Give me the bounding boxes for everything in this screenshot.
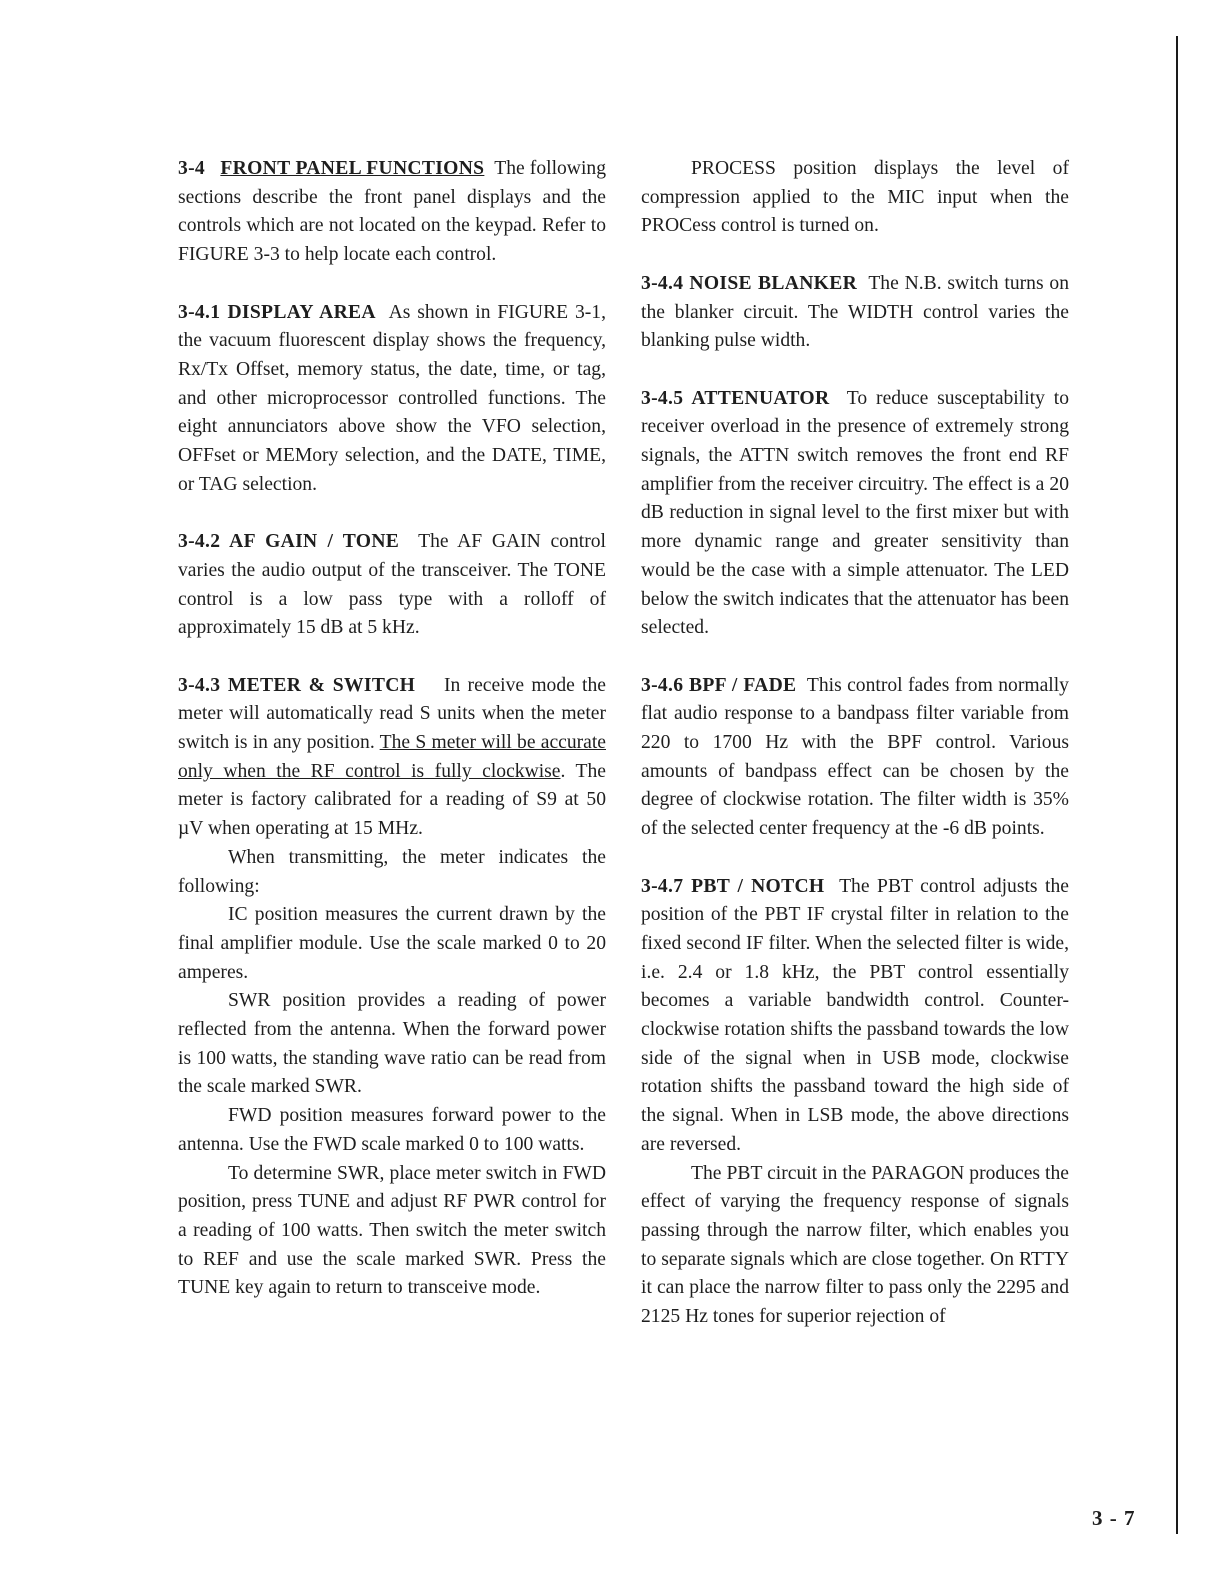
- section-body: The N.B. switch turns on the blanker circuit. The WIDTH control varies the blanking pulse width.: [641, 272, 1069, 352]
- paragraph: FWD position measures forward power to the antenna. Use the FWD scale marked 0 to 100 watts.: [178, 1105, 606, 1155]
- paragraph: The PBT circuit in the PARAGON produces the effect of varying the frequency response of signals passing through the narrow filter, which enables you to separate signals which are close together. On RTTY it can place the narrow filter to pass only the 2295 and 2125 Hz tones for superior rejection of: [641, 1162, 1069, 1328]
- section-3-4-6: [641, 672, 1069, 844]
- right-column: [641, 155, 1069, 1332]
- section-heading: 3-4.6 BPF / FADE: [641, 674, 797, 696]
- paragraph: PROCESS position displays the level of compression applied to the MIC input when the PROCess control is turned on.: [641, 158, 1069, 237]
- section-heading: 3-4.1 DISPLAY AREA: [178, 301, 376, 323]
- section-number: 3-4: [178, 158, 206, 179]
- section-body: The AF GAIN control varies the audio output of the transceiver. The TONE control is a low pass type with a rolloff of approximately 15 dB at 5 kHz.: [178, 531, 606, 639]
- section-title: FRONT PANEL FUNCTIONS: [220, 158, 485, 179]
- section-body: The following sections describe the front panel displays and the controls which are not located on the keypad. Refer to FIGURE 3-3 to help locate each control.: [178, 158, 606, 266]
- section-heading: 3-4.4 NOISE BLANKER: [641, 272, 858, 294]
- section-body: As shown in FIGURE 3-1, the vacuum fluorescent display shows the frequency, Rx/Tx Offset, memory status, the date, time, or tag, and other microprocessor controlled functions. The eight annunciators above show the VFO selection, OFFset or MEMory selection, and the DATE, TIME, or TAG selection.: [178, 301, 607, 495]
- section-body: The PBT control adjusts the position of the PBT IF crystal filter in relation to the fixed second IF filter. When the selected filter is wide, i.e. 2.4 or 1.8 kHz, the PBT control essentially becomes a variable bandwidth control. Counter-clockwise rotation shifts the passband towards the low side of the signal when in USB mode, clockwise rotation shifts the passband toward the high side of the signal. When in LSB mode, the above directions are reversed.: [641, 875, 1069, 1155]
- section-3-4-1: [178, 299, 606, 500]
- section-3-4-2: [178, 528, 606, 643]
- section-heading: 3-4.3 METER & SWITCH: [178, 674, 416, 696]
- section-body-cont: . The meter is factory calibrated for a reading of S9 at 50 µV when operating at 15 MHz.: [178, 760, 607, 840]
- section-3-4: [178, 155, 606, 270]
- paragraph: When transmitting, the meter indicates the following:: [178, 846, 606, 897]
- page-number: 3 - 7: [1092, 1506, 1136, 1530]
- section-body: This control fades from normally flat audio response to a bandpass filter variable from 220 to 1700 Hz with the BPF control. Various amounts of bandpass effect can be chosen by the degree of clockwise rotation. The filter width is 35% of the selected center frequency at the -6 dB points.: [641, 674, 1069, 840]
- left-column: [178, 155, 606, 1303]
- margin-rule: [1176, 36, 1178, 1534]
- paragraph: IC position measures the current drawn by the final amplifier module. Use the scale marked 0 to 20 amperes.: [178, 904, 606, 983]
- paragraph: SWR position provides a reading of power reflected from the antenna. When the forward power is 100 watts, the standing wave ratio can be read from the scale marked SWR.: [178, 990, 606, 1098]
- section-heading: 3-4.2 AF GAIN / TONE: [178, 531, 400, 553]
- section-body: To reduce susceptability to receiver overload in the presence of extremely strong signals, the ATTN switch removes the front end RF amplifier from the receiver circuitry. The effect is a 20 dB reduction in signal level to the first mixer but with more dynamic range and greater sensitivity than would be the case with a simple attenuator. The LED below the switch indicates that the attenuator has been selected.: [641, 387, 1069, 639]
- section-heading: 3-4.5 ATTENUATOR: [641, 387, 830, 409]
- underlined-note: The S meter will be accurate only when the RF control is fully clockwise: [178, 732, 606, 782]
- section-3-4-3: [178, 672, 606, 844]
- section-heading: 3-4.7 PBT / NOTCH: [641, 875, 825, 897]
- section-3-4-4: [641, 270, 1069, 356]
- section-3-4-7: [641, 873, 1069, 1160]
- section-body: In receive mode the meter will automatically read S units when the meter switch is in any position.: [178, 674, 606, 754]
- paragraph: To determine SWR, place meter switch in FWD position, press TUNE and adjust RF PWR control for a reading of 100 watts. Then switch the meter switch to REF and use the scale marked SWR. Press the TUNE key again to return to transceive mode.: [178, 1162, 606, 1299]
- section-3-4-5: [641, 385, 1069, 643]
